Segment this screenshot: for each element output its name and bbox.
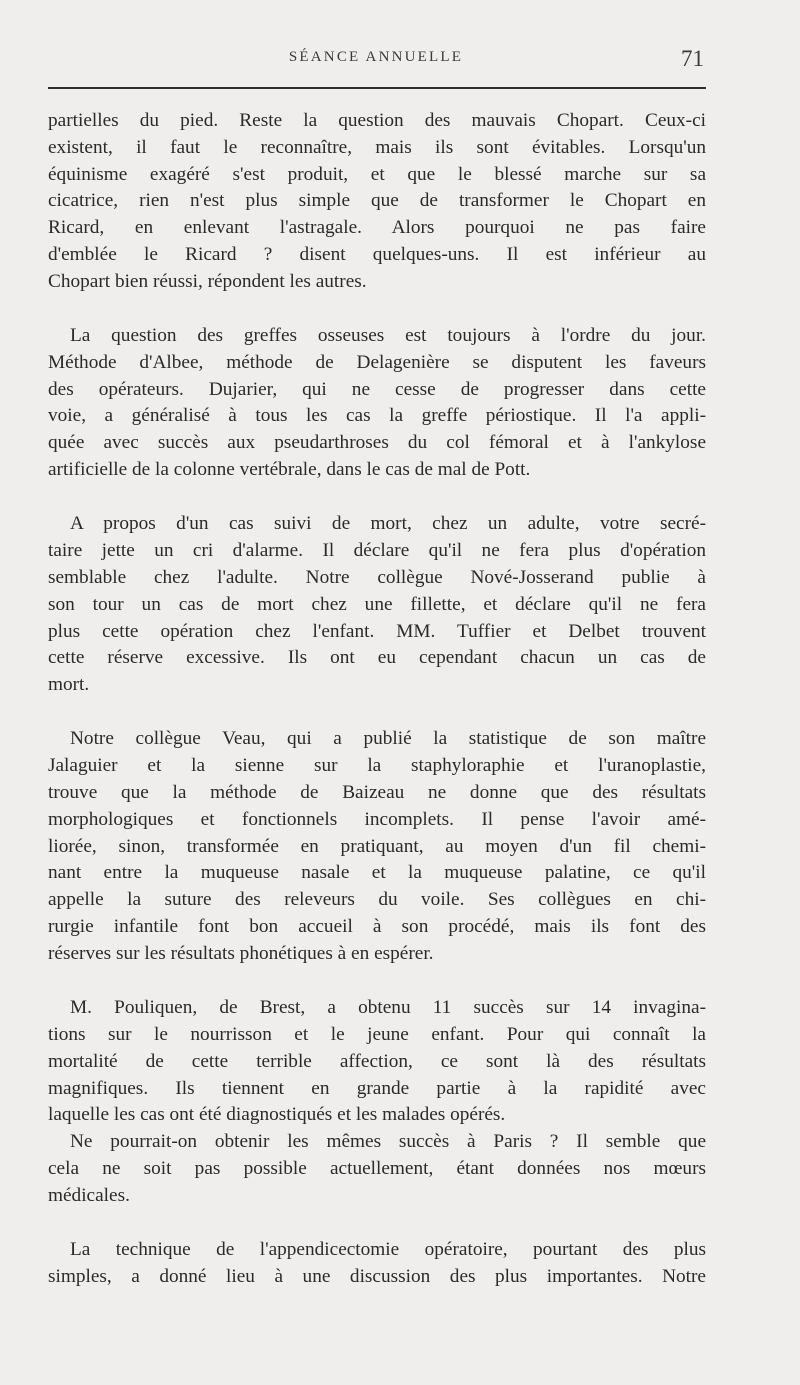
text-line: morphologiques et fonctionnels incomplets. Il pense l'avoir amé- xyxy=(48,808,706,830)
text-line: A propos d'un cas suivi de mort, chez un adulte, votre secré- xyxy=(70,513,706,535)
text-line: Chopart bien réussi, répondent les autres. xyxy=(48,270,367,292)
text-line: quée avec succès aux pseudarthroses du col fémoral et à l'ankylose xyxy=(48,432,706,454)
paragraph-gap xyxy=(48,484,706,512)
text-line: voie, a généralisé à tous les cas la greffe périostique. Il l'a appli- xyxy=(48,405,706,427)
text-line: Jalaguier et la sienne sur la staphyloraphie et l'uranoplastie, xyxy=(48,755,706,777)
text-line: tions sur le nourrisson et le jeune enfant. Pour qui connaît la xyxy=(48,1023,706,1045)
text-line: magnifiques. Ils tiennent en grande partie à la rapidité avec xyxy=(48,1077,706,1099)
text-line: médicales. xyxy=(48,1184,130,1206)
text-line: La question des greffes osseuses est toujours à l'ordre du jour. xyxy=(70,325,706,347)
text-line: M. Pouliquen, de Brest, a obtenu 11 succès sur 14 invagina- xyxy=(70,997,706,1019)
paragraph xyxy=(48,323,706,484)
text-line: Ne pourrait-on obtenir les mêmes succès à Paris ? Il semble que xyxy=(70,1131,706,1153)
text-line: plus cette opération chez l'enfant. MM. Tuffier et Delbet trouvent xyxy=(48,620,706,642)
text-line: partielles du pied. Reste la question des mauvais Chopart. Ceux-ci xyxy=(48,110,706,131)
text-line: artificielle de la colonne vertébrale, dans le cas de mal de Pott. xyxy=(48,459,531,481)
text-line: cela ne soit pas possible actuellement, étant données nos mœurs xyxy=(48,1157,706,1179)
text-line: mortalité de cette terrible affection, ce sont là des résultats xyxy=(48,1050,706,1072)
text-line: semblable chez l'adulte. Notre collègue Nové-Josserand publie à xyxy=(48,566,706,588)
text-line: laquelle les cas ont été diagnostiqués et les malades opérés. xyxy=(48,1104,506,1126)
text-line: réserves sur les résultats phonétiques à en espérer. xyxy=(48,942,434,964)
header-rule xyxy=(48,87,706,89)
text-line: des opérateurs. Dujarier, qui ne cesse de progresser dans cette xyxy=(48,378,706,400)
paragraph xyxy=(48,1129,706,1209)
text-line: Notre collègue Veau, qui a publié la statistique de son maître xyxy=(70,728,706,750)
running-title: SÉANCE ANNUELLE xyxy=(288,49,464,65)
text-line: équinisme exagéré s'est produit, et que le blessé marche sur sa xyxy=(48,163,706,185)
paragraph xyxy=(48,108,706,296)
paragraph xyxy=(48,995,706,1129)
paragraph xyxy=(48,726,706,967)
paragraph-gap xyxy=(48,296,706,324)
paragraph-gap xyxy=(48,1209,706,1237)
paragraph xyxy=(48,1237,706,1291)
text-line: liorée, sinon, transformée en pratiquant, au moyen d'un fil chemi- xyxy=(48,835,706,857)
text-line: existent, il faut le reconnaître, mais ils sont évitables. Lorsqu'un xyxy=(48,136,706,158)
text-line: d'emblée le Ricard ? disent quelques-uns. Il est inférieur au xyxy=(48,243,706,265)
text-line: taire jette un cri d'alarme. Il déclare qu'il ne fera plus d'opération xyxy=(48,540,706,562)
running-head xyxy=(48,46,704,74)
text-line: simples, a donné lieu à une discussion des plus importantes. Notre xyxy=(48,1265,706,1287)
paragraph-gap xyxy=(48,968,706,996)
text-line: appelle la suture des releveurs du voile. Ses collègues en chi- xyxy=(48,889,706,911)
text-line: trouve que la méthode de Baizeau ne donne que des résultats xyxy=(48,782,706,804)
text-line: Méthode d'Albee, méthode de Delagenière se disputent les faveurs xyxy=(48,351,706,373)
text-line: rurgie infantile font bon accueil à son procédé, mais ils font des xyxy=(48,916,706,938)
text-line: cicatrice, rien n'est plus simple que de transformer le Chopart en xyxy=(48,190,706,212)
body-text xyxy=(48,108,706,1291)
text-line: son tour un cas de mort chez une fillette, et déclare qu'il ne fera xyxy=(48,593,706,615)
text-line: Ricard, en enlevant l'astragale. Alors pourquoi ne pas faire xyxy=(48,217,706,239)
text-line: cette réserve excessive. Ils ont eu cependant chacun un cas de xyxy=(48,647,706,669)
text-line: nant entre la muqueuse nasale et la muqueuse palatine, ce qu'il xyxy=(48,862,706,884)
paragraph xyxy=(48,511,706,699)
text-line: La technique de l'appendicectomie opératoire, pourtant des plus xyxy=(70,1238,706,1260)
page-number: 71 xyxy=(681,46,704,71)
text-line: mort. xyxy=(48,674,90,696)
paragraph-gap xyxy=(48,699,706,727)
